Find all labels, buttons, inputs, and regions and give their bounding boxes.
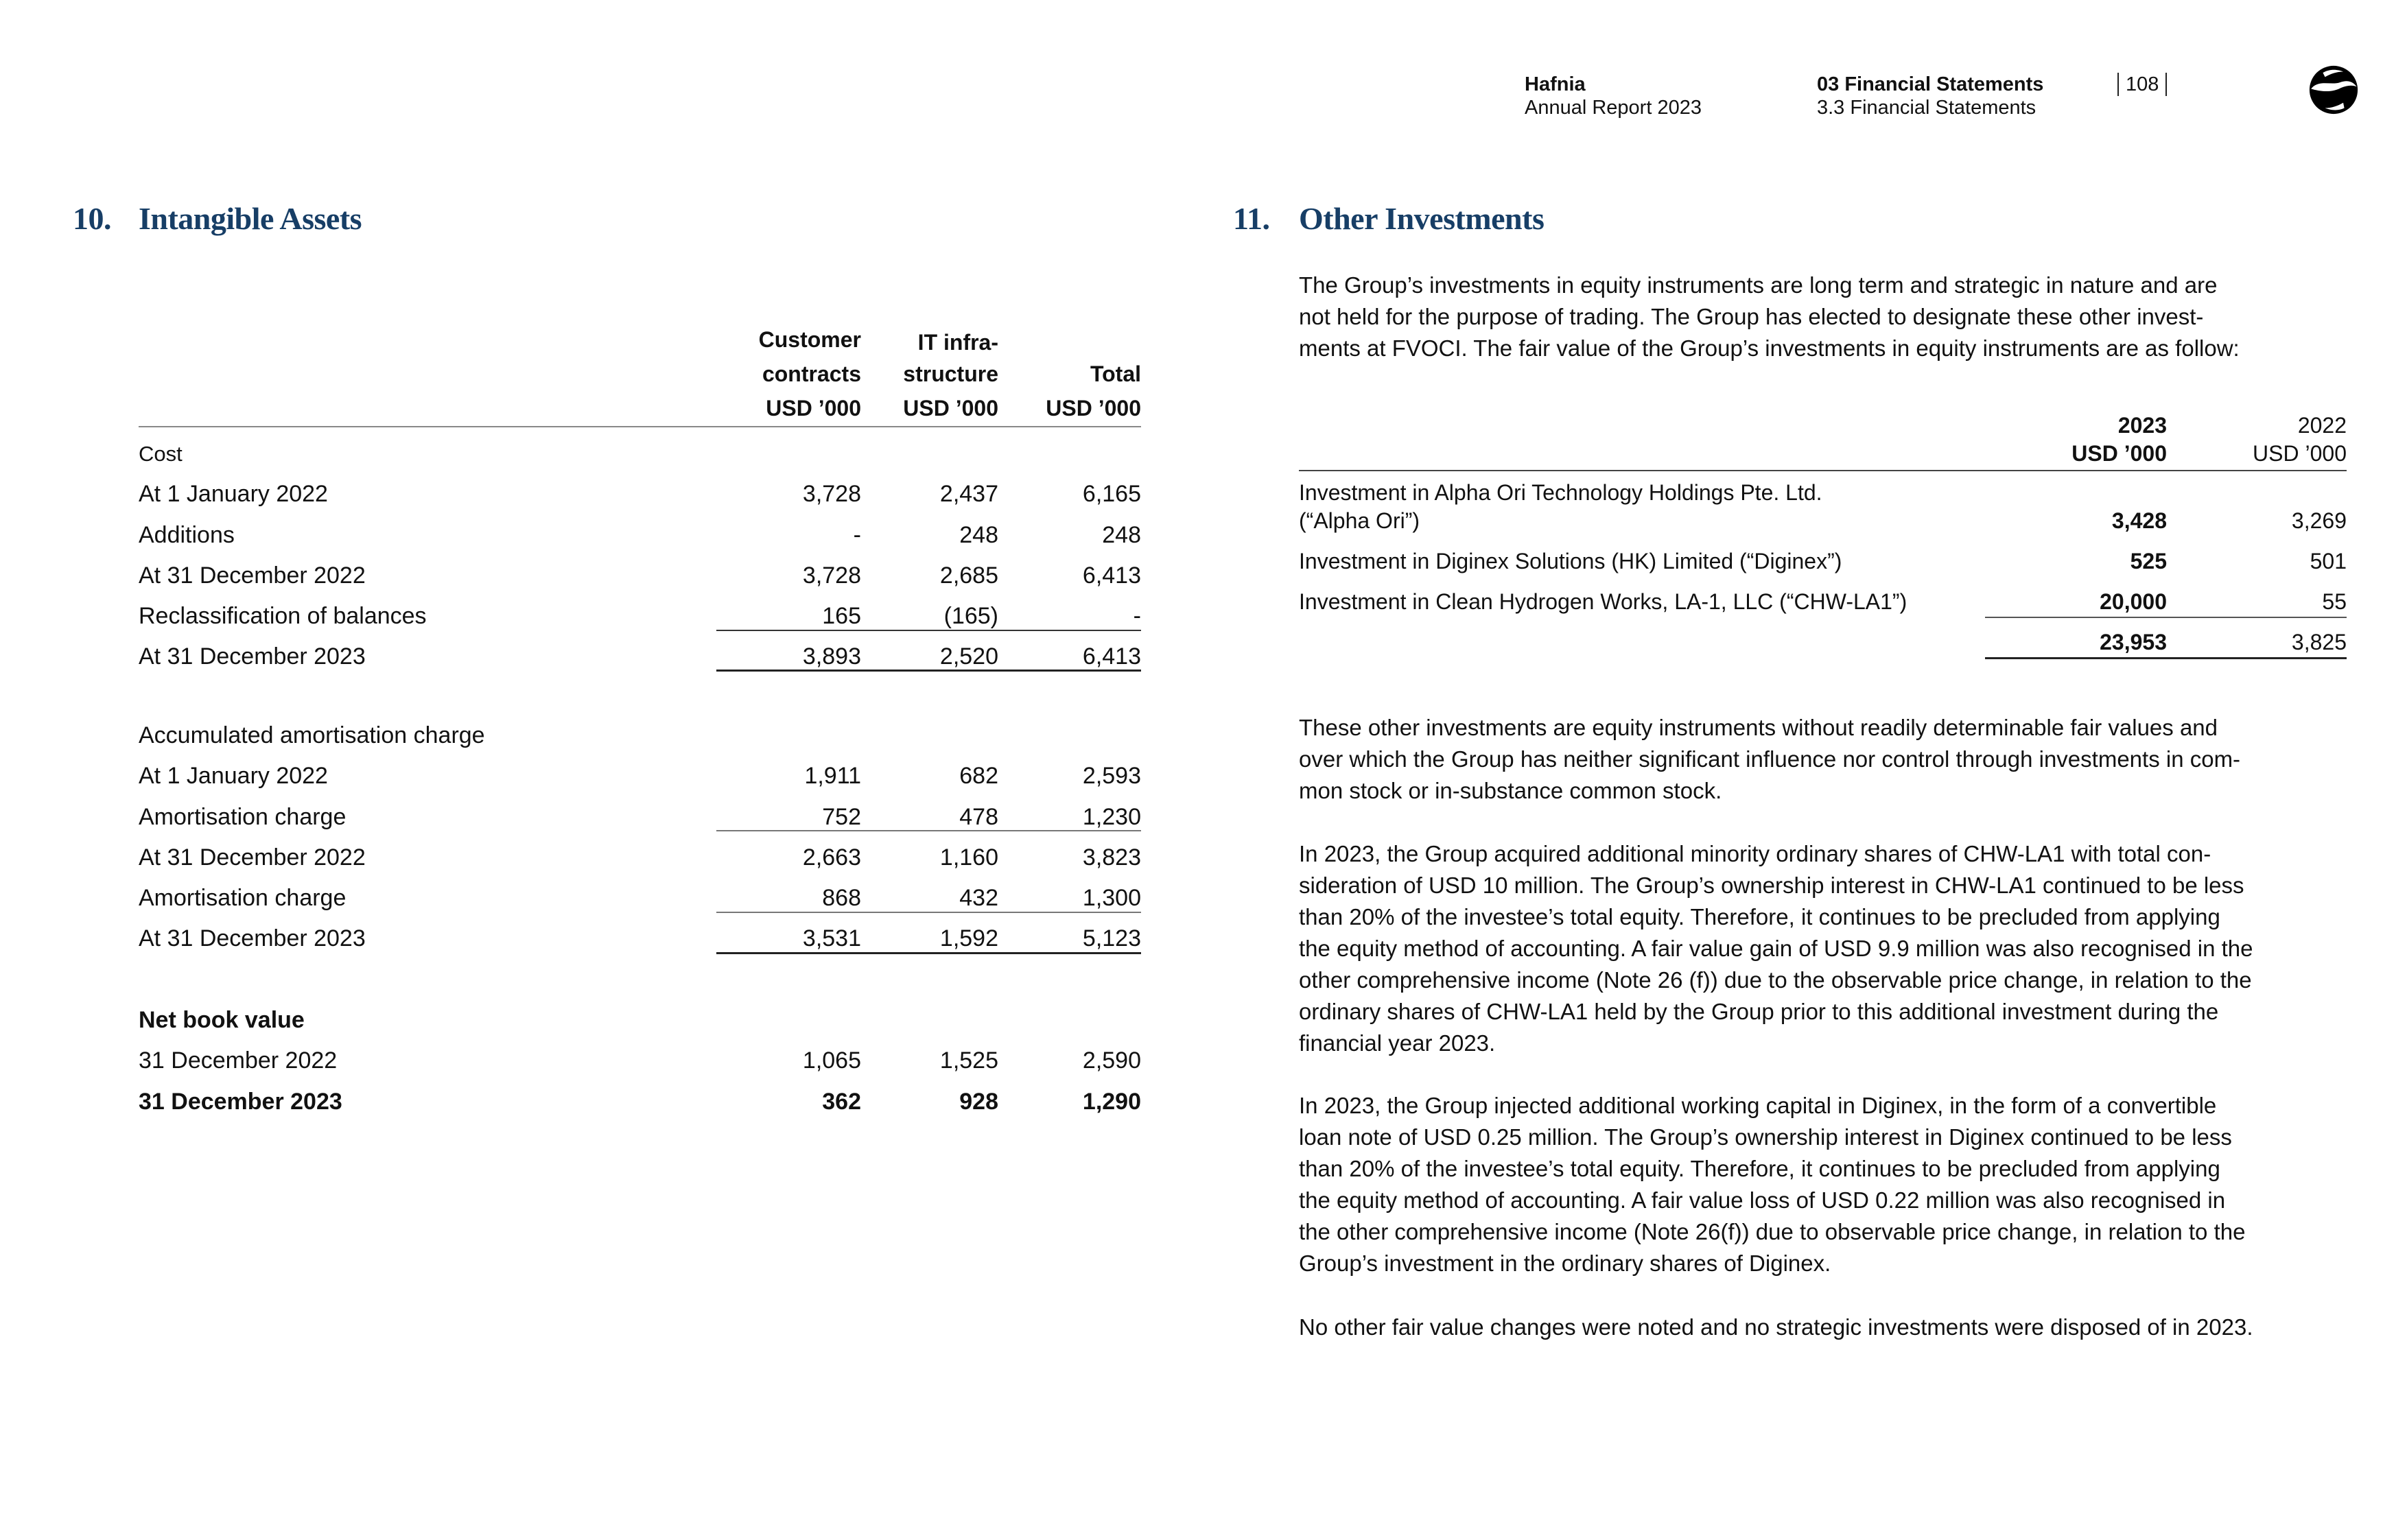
paragraph-line: In 2023, the Group acquired additional minority ordinary shares of CHW-LA1 with total con-	[1299, 841, 2211, 866]
row-label: 31 December 2023	[139, 1088, 342, 1115]
paragraph-line: sideration of USD 10 million. The Group’s ownership interest in CHW-LA1 continued to be less	[1299, 873, 2244, 898]
total-rule	[1985, 657, 2347, 659]
col-header-it-infra-line1: IT infra-	[917, 330, 998, 355]
paragraph-line: In 2023, the Group injected additional working capital in Diginex, in the form of a convertible	[1299, 1093, 2217, 1118]
paragraph-line: than 20% of the investee’s total equity. Therefore, it continues to be precluded from applying	[1299, 904, 2220, 929]
col-header-2023: 2023	[2117, 413, 2167, 438]
paragraph-line: other comprehensive income (Note 26 (f)) due to the observable price change, in relation to the	[1299, 967, 2252, 993]
table-header-row-2	[139, 357, 1141, 391]
table-header-row-3	[139, 391, 1141, 425]
cell-total: 1,230	[1082, 803, 1141, 830]
row-label: 31 December 2022	[139, 1047, 338, 1074]
cell-it-infrastructure: (165)	[943, 603, 998, 630]
table-row	[139, 556, 1141, 596]
intangible-assets-table	[139, 322, 1141, 425]
subtotal-rule	[716, 912, 1141, 913]
cost-section	[139, 434, 1141, 678]
header-section-block	[1817, 73, 2043, 119]
col-header-it-infra-unit: USD ’000	[903, 396, 998, 420]
paragraph-line: These other investments are equity instruments without readily determinable fair values and	[1299, 715, 2218, 740]
section-number-11: 11.	[1233, 201, 1270, 236]
cell-customer-contracts: 868	[822, 885, 861, 912]
paragraph-line: ordinary shares of CHW-LA1 held by the Group prior to this additional investment during the	[1299, 999, 2219, 1024]
section-label-amortisation: Accumulated amortisation charge	[139, 722, 485, 748]
cell-it-infrastructure: 1,592	[939, 925, 998, 952]
section-label-row	[139, 434, 1141, 474]
cell-total: 1,300	[1082, 885, 1141, 912]
subtotal-rule	[716, 830, 1141, 831]
section-title-intangible-assets: Intangible Assets	[139, 201, 362, 236]
paragraph-line: Group’s investment in the ordinary shares of Diginex.	[1299, 1251, 1831, 1276]
cell-2023: 20,000	[2100, 589, 2167, 614]
row-label-line2: (“Alpha Ori”)	[1299, 508, 1420, 533]
col-header-customer-contracts-line1: Customer	[758, 327, 861, 352]
cell-customer-contracts: 3,728	[802, 481, 861, 508]
paragraph-line: No other fair value changes were noted and no strategic investments were disposed of in 2023.	[1299, 1314, 2253, 1340]
cell-total: 1,290	[1082, 1088, 1141, 1115]
cell-total: -	[1133, 603, 1141, 630]
table-row	[139, 515, 1141, 556]
section-title-other-investments: Other Investments	[1299, 201, 1545, 236]
cell-customer-contracts: 1,065	[802, 1047, 861, 1074]
hafnia-logo-icon	[2307, 63, 2360, 120]
paragraph-line: not held for the purpose of trading. The Group has elected to designate these other invest-	[1299, 304, 2204, 329]
table-row	[139, 474, 1141, 514]
table-row	[139, 1041, 1141, 1081]
section-label-row	[139, 715, 1141, 756]
cell-total: 248	[1102, 521, 1141, 548]
cell-total: 2,593	[1082, 763, 1141, 790]
cell-it-infrastructure: 248	[959, 521, 998, 548]
subtotal-rule	[1985, 617, 2347, 618]
cell-total: 6,413	[1082, 562, 1141, 589]
cell-it-infrastructure: 2,520	[939, 643, 998, 670]
row-label: Investment in Alpha Ori Technology Holdings Pte. Ltd.	[1299, 480, 1822, 505]
cell-customer-contracts: -	[853, 521, 861, 548]
col-header-it-infra-line2: structure	[903, 362, 998, 386]
col-header-total-unit: USD ’000	[1046, 396, 1141, 420]
cell-total: 3,823	[1082, 844, 1141, 870]
total-2023: 23,953	[2100, 630, 2167, 654]
cell-customer-contracts: 752	[822, 803, 861, 830]
paragraph-line: mon stock or in-substance common stock.	[1299, 778, 1722, 803]
cell-customer-contracts: 1,911	[804, 763, 861, 790]
cell-total: 6,165	[1082, 481, 1141, 508]
cell-it-infrastructure: 432	[959, 885, 998, 912]
row-label: Additions	[139, 521, 235, 548]
section-label-net-book-value: Net book value	[139, 1007, 305, 1033]
table-row	[139, 756, 1141, 796]
table-header-rule	[139, 426, 1141, 427]
cell-it-infrastructure: 928	[959, 1088, 998, 1115]
section-label-row	[139, 1000, 1141, 1041]
total-rule	[716, 952, 1141, 954]
cell-2022: 3,269	[2291, 508, 2347, 533]
row-label: Amortisation charge	[139, 803, 347, 830]
section-label-cost: Cost	[139, 442, 183, 466]
page-number: 108	[2117, 73, 2167, 96]
table-row	[139, 1082, 1141, 1122]
table-header-row-1	[139, 322, 1141, 357]
cell-it-infrastructure: 478	[959, 803, 998, 830]
cell-customer-contracts: 3,893	[802, 643, 861, 670]
header-subsection: 3.3 Financial Statements	[1817, 97, 2036, 119]
paragraph-line: over which the Group has neither significant influence nor control through investments in com-	[1299, 746, 2241, 772]
col-unit-2022: USD ’000	[2253, 441, 2347, 466]
header-report: Annual Report 2023	[1525, 97, 1702, 119]
row-label: Investment in Diginex Solutions (HK) Limited (“Diginex”)	[1299, 549, 1842, 573]
row-label: At 31 December 2023	[139, 925, 366, 952]
amortisation-section	[139, 715, 1141, 960]
row-label: At 31 December 2022	[139, 562, 366, 589]
cell-total: 2,590	[1082, 1047, 1141, 1074]
subtotal-rule	[716, 630, 1141, 631]
net-book-value-section	[139, 1000, 1141, 1122]
paragraph-line: the equity method of accounting. A fair value loss of USD 0.22 million was also recognised in	[1299, 1187, 2226, 1213]
cell-it-infrastructure: 682	[959, 763, 998, 790]
cell-total: 6,413	[1082, 643, 1141, 670]
paragraph-line: loan note of USD 0.25 million. The Group’s ownership interest in Diginex continued to be less	[1299, 1124, 2232, 1150]
cell-2023: 3,428	[2111, 508, 2167, 533]
cell-it-infrastructure: 2,437	[939, 481, 998, 508]
row-label: At 1 January 2022	[139, 481, 328, 508]
cell-2023: 525	[2130, 549, 2167, 573]
paragraph-equity-instruments	[1299, 712, 2356, 807]
paragraph-line: The Group’s investments in equity instruments are long term and strategic in nature and are	[1299, 272, 2218, 298]
row-label: Investment in Clean Hydrogen Works, LA-1, LLC (“CHW-LA1”)	[1299, 589, 1907, 614]
row-label: At 31 December 2022	[139, 844, 366, 870]
row-label: Reclassification of balances	[139, 603, 427, 630]
paragraph-line: the other comprehensive income (Note 26(f)) due to observable price change, in relation to the	[1299, 1219, 2246, 1244]
cell-it-infrastructure: 1,160	[939, 844, 998, 870]
cell-customer-contracts: 2,663	[802, 844, 861, 870]
col-unit-2023: USD ’000	[2071, 441, 2167, 466]
row-label: Amortisation charge	[139, 885, 347, 912]
cell-2022: 501	[2310, 549, 2347, 573]
table-row	[139, 838, 1141, 878]
paragraph-chw-la1	[1299, 838, 2356, 1059]
paragraph-line: financial year 2023.	[1299, 1030, 1496, 1056]
cell-customer-contracts: 3,728	[802, 562, 861, 589]
investments-table-header-rule	[1299, 470, 2347, 471]
total-2022: 3,825	[2291, 630, 2347, 654]
cell-customer-contracts: 3,531	[802, 925, 861, 952]
paragraph-line: the equity method of accounting. A fair value gain of USD 9.9 million was also recognised in the	[1299, 936, 2253, 961]
cell-total: 5,123	[1082, 925, 1141, 952]
cell-it-infrastructure: 1,525	[939, 1047, 998, 1074]
header-section: 03 Financial Statements	[1817, 73, 2044, 95]
paragraph-diginex	[1299, 1090, 2356, 1279]
paragraph-line: ments at FVOCI. The fair value of the Group’s investments in equity instruments are as follow:	[1299, 335, 2240, 361]
section-number-10: 10.	[73, 201, 111, 236]
cell-2022: 55	[2322, 589, 2347, 614]
intro-paragraph	[1299, 270, 2356, 364]
row-label: At 31 December 2023	[139, 643, 366, 670]
paragraph-no-other-changes	[1299, 1312, 2356, 1343]
paragraph-line: than 20% of the investee’s total equity. Therefore, it continues to be precluded from applying	[1299, 1156, 2220, 1181]
col-header-customer-contracts-unit: USD ’000	[766, 396, 861, 420]
total-rule	[716, 670, 1141, 672]
col-header-customer-contracts-line2: contracts	[762, 362, 861, 386]
col-header-total-line2: Total	[1090, 362, 1141, 386]
header-company: Hafnia	[1525, 73, 1586, 95]
cell-customer-contracts: 362	[822, 1088, 861, 1115]
cell-customer-contracts: 165	[822, 603, 861, 630]
header-company-block	[1525, 73, 1702, 119]
col-header-2022: 2022	[2297, 413, 2347, 438]
cell-it-infrastructure: 2,685	[939, 562, 998, 589]
row-label: At 1 January 2022	[139, 763, 328, 790]
